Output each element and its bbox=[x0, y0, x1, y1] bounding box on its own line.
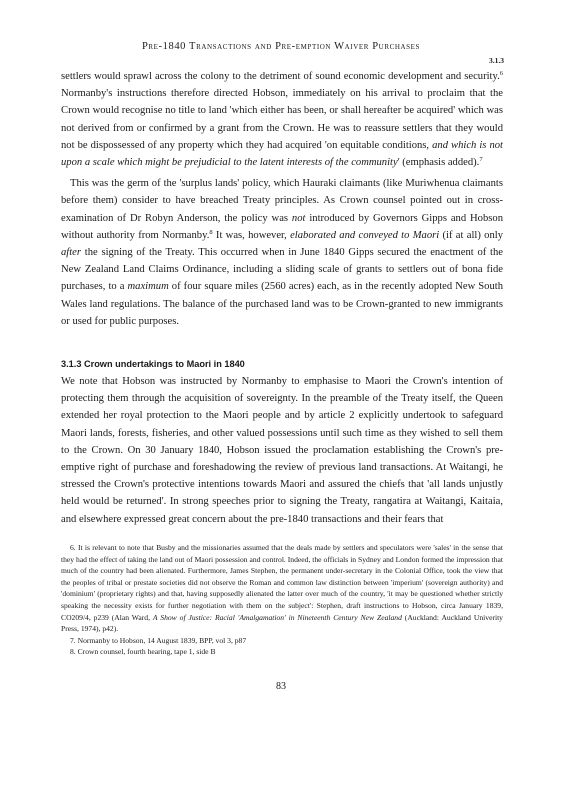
page-number: 83 bbox=[276, 681, 286, 692]
section-heading: 3.1.3 Crown undertakings to Maori in 1840 bbox=[61, 359, 245, 370]
footnote-7: 7. Normanby to Hobson, 14 August 1839, BPP, vol 3, p87 bbox=[70, 635, 247, 645]
footnote-6: 6. It is relevant to note that Busby and the missionaries assumed that the deals made by settlers and speculators were 'sales' in the sense that they had the effect of taking the land out of Maori possession and control. Indeed, the officials in Sydney and London formed the impression that much of the country had been alienated. Furthermore, James Stephen, the permanent under-secretary in the Colonial Office, took the view that the peoples of tribal or prestate societies did not observe the Roman and common law distinction between 'imperium' (sovereign authority) and 'dominium' (proprietary rights) and that, having supposedly alienated the latter over much of the country, 'it may be questioned whether strictly speaking the necessity exists for further negotiation with them on the subject': Stephen, draft instructions to Hobson, circa January 1839, CO209/4, p239 (Alan Ward, A Show of Justice: Racial 'Amalgamation' in Nineteenth Century New Zealand (Auckland: Auckland Univerity Press, 1974), p42). bbox=[61, 543, 503, 634]
footnotes bbox=[61, 542, 503, 658]
footnote-8: 8. Crown counsel, fourth hearing, tape 1, side B bbox=[70, 647, 216, 657]
footnote-ref-6[interactable]: 6 bbox=[499, 70, 503, 77]
paragraph-2: This was the germ of the 'surplus lands' policy, which Hauraki claimants (like Muriwhenua claimants before them) consider to have breached Treaty principles. As Crown counsel pointed out in cross-examination of Dr Robyn Anderson, the policy was not introduced by Governors Gipps and Hobson without authority from Normanby.$^8$ It was, however, elaborated and conveyed to Maori (if at all) only after the signing of the Treaty. This occurred when in June 1840 Gipps secured the enactment of the New Zealand Land Claims Ordinance, including a sliding scale of grants to settlers out of bona fide purchases, to a maximum of four square miles (2560 acres) each, as in the recently adopted New South Wales land regulations. The balance of the purchased land was to be Crown-granted to new immigrants or used for public purposes. bbox=[61, 178, 503, 327]
paragraph-1: settlers would sprawl across the colony to the detriment of sound economic development and security.$^6$ Normanby's instructions therefore directed Hobson, immediately on his arrival to proclaim that the Crown would recognise no title to land 'which either has been, or shall hereafter be acquired' which was not derived from or confirmed by a grant from the Crown. He was to reassure settlers that they would not be dispossessed of any property which they had acquired 'on equitable conditions, and which is not upon a scale which might be prejudicial to the latent interests of the community' (emphasis added).$^7$ bbox=[61, 70, 503, 169]
running-head: Pre-1840 Transactions and Pre-emption Waiver Purchases bbox=[141, 41, 421, 52]
footnote-ref-7[interactable]: 7 bbox=[479, 156, 483, 164]
footnote-ref-8[interactable]: 8 bbox=[209, 228, 213, 236]
body-text bbox=[61, 68, 503, 528]
paragraph-3: We note that Hobson was instructed by Normanby to emphasise to Maori the Crown's intention of protecting them through the acquisition of sovereignty. In the preamble of the Treaty itself, the Queen extended her royal protection to the Maori people and by article 2 explicitly undertook to safeguard Maori lands, forests, fisheries, and other valued possessions until such time as they wished to sell them to the Crown. On 30 January 1840, Hobson issued the proclamation establishing the Crown's pre-emptive right of purchase and foreshadowing the review of previous land transactions. At Waitangi, he stressed the Crown's protective intentions towards Maori and assured the chiefs that 'all lands unjustly held would be returned'. In strong speeches prior to signing the Treaty, rangatira at Waitangi, Kaitaia, and elsewhere expressed great concern about the pre-1840 transactions and their fears that bbox=[61, 376, 503, 525]
section-reference: 3.1.3 bbox=[489, 56, 504, 65]
